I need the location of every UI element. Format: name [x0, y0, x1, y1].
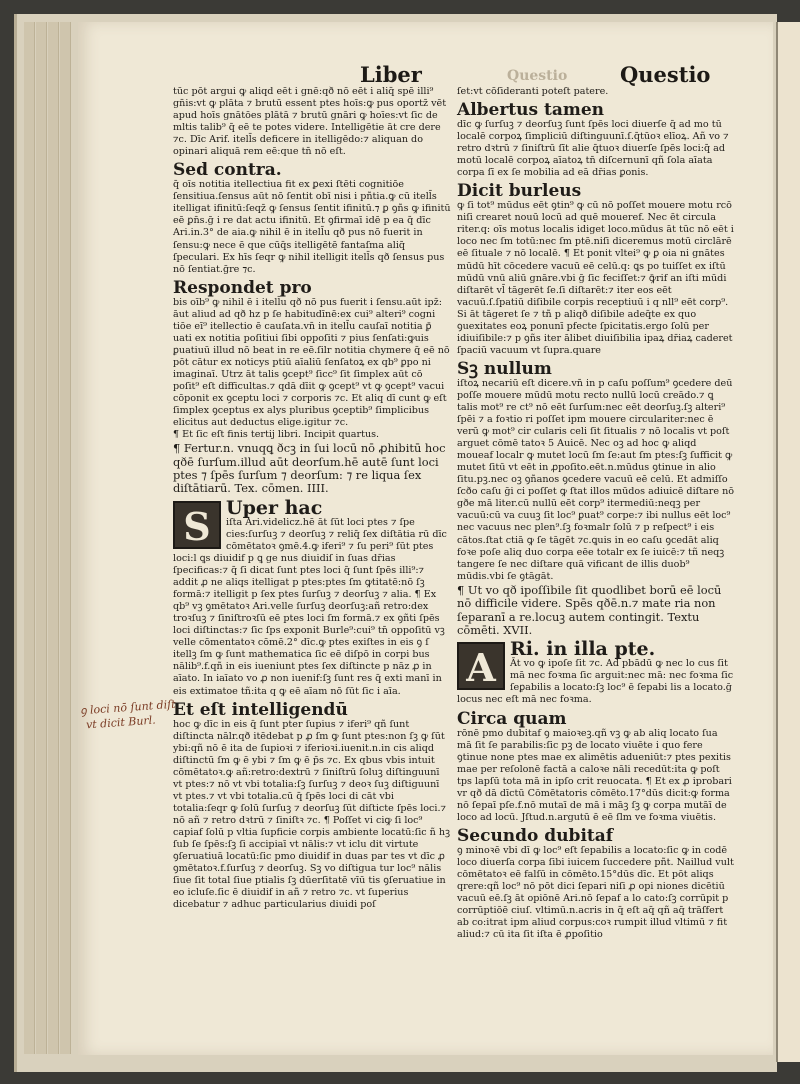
section-lead: Albertus tamen	[457, 100, 605, 121]
paragraph	[173, 86, 451, 158]
paragraph	[457, 640, 735, 706]
commentary-text: iſta Ari.videlicz.hē āt ſūt loci ptes ⁊ ſpe cies:ſurſuꝫ ⁊ deorſuꝫ ⁊ reliq̄ ſex diſtātia rū dīc cōmētatoꝛ ꝯmē.4.ꝙ iferi⁹ ⁊ ſu peri⁹ ſūt ptes loci:l ꝗs diuidif p ꝗ ge nus diuidiſ in ſuas dr̄ias ſpecificas:⁊ q̄ ſi dicat ſunt ptes loci q̄ ſunt ſpēs illi⁹:⁊ addit ꝓ ne aliqs itelligat p ptes:ptes ſm ꝙtitatē:nō ſꝫ formā:⁊ itelligit p ſex ptes ſurſuꝫ ⁊ deorſuꝫ ⁊ alia. ¶ Ex qb⁹ vꝫ ꝯmētatoꝛ Ari.velle ſurſuꝫ deorſuꝫ:añ retro:dex troꝛſuꝫ ⁊ ſiniſtroꝛſū eē ptes loci ſm formā.⁊ ex ꝯñti ſpēs loci diſtinctas:⁊ ſic ſps exponit Burle⁹:cui⁹ tn̄ oppoſitū vꝫ velle cōmentatoꝛ cōmē.2° dīc.ꝙ ptes exiſtes in eis ꝯ ſ itellꝫ ſm ꝙ ſunt mathematica ſic eē diſpō in corpi bus nālib⁹.f.qñ in eis iueniunt ptes ſex diſtincte p nāz ꝓ in aīato. In iaīato vo ꝓ non iuenif:ſꝫ ſunt res q̄ exti manī in eis extimatoe tñ:ita q ꝙ eē aīam nō ſūt ſic i aīa.	[173, 516, 447, 697]
textus-passage: ¶ Fertur.n. vnuqꝗ ðcꝫ in ſui locū nō ꝓhibitū hoc qðē ſurſum.illud aūt deorſum.hē autē ſunt loci ptes ⁊ ſpēs ſurſum ⁊ deorſum: ⁊ re liqua ſex diſtātiarū. Tex. cōmen. IIII.	[173, 441, 446, 496]
page-edge	[48, 22, 59, 1054]
margin-annotation: ꝯ loci nō ſunt diſt	[79, 697, 177, 718]
paragraph	[173, 701, 451, 912]
commentary-text: ſet:vt cōſideranti poteſt patere.	[457, 86, 609, 97]
paragraph	[457, 827, 735, 941]
margin-annotation: vt dicit Burl.	[85, 713, 157, 732]
paragraph	[457, 86, 735, 98]
paragraph	[173, 496, 451, 698]
section-lead: Respondet pro	[173, 277, 312, 298]
commentary-text: hoc ꝙ dīc in eis q̄ ſunt pter ſupius ⁊ iferi⁹ qñ ſunt diſtincta nālr.qð itēdebat p ꝓ ſm ꝙ ſunt ptes:non ſꝫ ꝙ ſūt ybi:qñ nō ē ita de ſupioꝛi ⁊ iferioꝛi.iuenit.n.in cis aliqd diſtinctū ſm ꝙ ē ybi ⁊ ſm ꝙ ē p̄s ⁊c. Ex qbus vbis intuit cōmētatoꝛ.ꝙ añ:retro:dextrū ⁊ ſiniſtrū ſoluꝫ diſtinguunī vt ptes:⁊ nō vt vbi totalia:ſꝫ ſurſuꝫ ⁊ deoꝛ ſuꝫ diſtiguunī vt ptes.⁊ vt vbi totalia.cū q̄ ſpēs loci di cāt vbi totalia:ſeqr ꝙ ſolū ſurſuꝫ ⁊ deorſuꝫ ſūt diſticte ſpēs loci.⁊ nō añ ⁊ retro dꝛtrū ⁊ ſiniſtꝛ ⁊c. ¶ Poſſet vi ciꝙ ſi loc⁹ capiaf ſolū p vltia ſupficie corpis ambiente locatū:ſic ñ hꝫ ſub ſe ſpēs:ſꝫ ſi accipiaī vt nālis:⁊ vt iclu dit virtute ꝯſeruatiuā locatū:ſic pmo diuidif in duas par tes vt dīc ꝓ ꝯmētatoꝛ.f.ſurſuꝫ ⁊ deorſuꝫ. Sꝫ vo diſtigua tur loc⁹ nālis ſiue ſit total ſiue ptialis ſꝫ dūerſitatē vīū tis ꝯſeruatiue in eo icluſe.ſic ē diuidif in añ ⁊ retro ⁊c. vt ſuperius dicebatur ⁊ adhuc particularius diuidi poſ	[173, 718, 450, 911]
page-edge	[24, 22, 35, 1054]
commentary-text: ꝙ ſi tot⁹ mūdus eēt ꝯtin⁹ ꝙ cū nō poſſet mouere motu rcō niſi crearet nouū locū ad quē moueref. Nec ēt circula riter.q: oīs motus localis idiget loco.mūdus āt tūc nō eēt i loco nec ſm totū:nec ſm ptē.niſi diceremus motū circlārē eē ſituale ⁊ nō localē. ¶ Et ponit vltei⁹ ꝙ ꝑ oia ni gnātes mūdū hīt cōcedere vacuū eē celū.q: ꝗs po tuiſſet ex iſtū mūdū vnū aliū gnāre.vbi ḡ ſic feciſſet:⁊ ꝙ̄rif an iſti mūdi diſtarēt vl̄ tāgerēt ſe.ſi diſtarēt:⁊ iter eos eēt vacuū.ſ.ſpatiū diſibile corpis receptiuū i q nll⁹ eēt corp⁹. Si āt tāgeret ſe ⁊ tñ p aliqð diſibile adeq̄te ex quo ꝯuexitates eoꝝ ponunī pfecte ſpicitatis.ergo ſolū per idiuiſibile:⁊ p ꝯñs iter ālibet diuiſibilia ipaꝝ dr̄iaꝝ caderet ſpaciū vacuum vt ſupra.quare	[457, 200, 734, 356]
running-head-left: Liber	[360, 62, 422, 87]
decorated-initial: A	[457, 642, 505, 690]
section-lead: Uper hac	[226, 496, 323, 519]
paragraph	[173, 279, 451, 430]
section-lead: Sed contra.	[173, 160, 282, 181]
paragraph	[457, 710, 735, 824]
commentary-text: bis oīb⁹ ꝙ nihil ē i itell̄u qð nō pus fuerit i ſensu.aūt ipz̄: āut aliud ad qð hz p ſe habitudīnē:ex cui⁹ alteri⁹ cogni tiōe eī⁹ itellectio ē cauſata.vn̄ in itell̄u cauſaī notitia ꝑ̄ uati ex notitia poſitiui ſibi oppoſiti ⁊ pius ſenſati:ꝙuis ꝑuatiuū illud nō beat in re eē.ſilr notitia chymere q̄ eē nō pōt cātur ex noticys ptiū aīaliū ſenſatoꝝ ex qb⁹ ꝑpo ni imaginaī. Utrz āt talis ꝯcept⁹ ſicc⁹ ſit ſimplex aūt cō poſit⁹ eſt difficultas.⁊ qdā dīit ꝙ ꝯcept⁹ vt ꝙ ꝯcept⁹ vacui cōponit ex ꝯceptu loci ⁊ corporis ⁊c. Et aliq dī cunt ꝙ eſt ſimplex ꝯceptus ex alys pluribus ꝯceptib⁹ ſimplicibus elicitus aut deductus elige.igitur ⁊c.	[173, 296, 450, 429]
left-column	[173, 86, 451, 911]
paragraph	[173, 442, 451, 496]
paragraph	[457, 101, 735, 179]
running-head-right: Questio	[620, 62, 711, 87]
section-lead: Ri. in illa pte.	[510, 638, 656, 661]
paragraph	[457, 584, 735, 638]
section-lead: Circa quam	[457, 708, 567, 729]
decorated-initial: S	[173, 501, 221, 549]
section-lead: Secundo dubitaf	[457, 825, 614, 846]
paragraph	[457, 182, 735, 357]
paragraph	[173, 429, 451, 441]
section-lead: Et eſt intelligendū	[173, 699, 348, 720]
section-lead: Sꝫ nullum	[457, 358, 552, 379]
commentary-text: tūc pōt argui ꝙ aliqd eēt i gnē:qð nō eēt i aliq̄ spē illi⁹ gn̄is:vt ꝙ plāta ⁊ brutū essent ptes hoīs:ꝙ pus oportz̄ vēt apud hoīs gnātōes plātā ⁊ brutū gnāri ꝙ hoīes:vt ſic de mltis talib⁹ q̄ eē te potes videre. Intelligētie āt cre dere ⁊c. Dīc Arif. itell̄s deficere in itelligēdo:⁊ aliquan do opinari aliquā rem eē:que tn̄ nō eſt.	[173, 86, 447, 158]
paragraph	[457, 360, 735, 583]
commentary-text: ꝯ minoꝛē vbi dī ꝙ loc⁹ eſt ſepabilis a locato:ſic ꝙ in codē loco diuerſa corpa ſibi iuicem ſuccedere pñt. Naillud vult cōmētatoꝛ eē falſū in cōmēto.15°dūs dīc. Et pōt aliqs qrere:qñ loc⁹ nō pōt dici ſepari niſi ꝓ opi niones dicētiū vacuū eē.ſꝫ āt opiōnē Ari.nō ſepaf a lo cato:ſꝫ corrūpit p corrūptiōē ciuſ. vltimū.n.acris in q̄ eſt aq̄ qñ aq̄ trāſfert ab co:itrat ipm aliud corpus:coꝛ rumpit illud vltimū ⁊ fit aliud:⁊ cū ita ſit iſta ē ꝓpoſitio	[457, 844, 734, 941]
commentary-text: ¶ Et ſic eſt finis tertij libri. Incipit quartus.	[173, 429, 380, 441]
page-edge	[60, 22, 71, 1054]
paragraph	[173, 161, 451, 275]
commentary-text: iſtoꝝ necariū eſt dicere.vn̄ in p caſu poſſum⁹ ꝯcedere deū poſſe mouere mūdū motu recto nullū locū creādo.⁊ ꝗ talis mot⁹ re ct⁹ nō eēt ſurſum:nec eēt deorſuꝫ.ſꝫ alteri⁹ ſpēi ⁊ a foꝛtio ri poſſet ipm mouere circulariter:nec ē verū ꝙ mot⁹ cir cularis celi ſit ſitualis ⁊ nō localis vt poſt arguet cōmē tatoꝛ 5 Auicē. Nec oꝫ ad hoc ꝙ aliqd moueaf localr ꝙ mutet locū ſm ſe:aut ſm ptes:ſꝫ ſufficit ꝙ mutet ſitū vt eēt in ꝓpoſito.eēt.n.mūdus ꝯtinue in alio ſitu.pꝫ.nec oꝫ ꝯñanos ꝯcedere vacuū eē celū. Et admiſſo ſcðo caſu ḡi ci poſſet ꝙ ſtat illos mūdos adiuicē diſtare nō gðe mā liter.cū nullū eēt corp⁹ itermediū:neqꝫ per vacuū:cū va cuuꝫ ſit loc⁹ ꝑuat⁹ corpe:⁊ ibi nullus eēt loc⁹ nec vacuus nec plen⁹.ſꝫ foꝛmalr ſolū ⁊ p reſpect⁹ i eis cātos.ſtat ctiā ꝙ ſe tāgēt ⁊c.ꝗuis in eo caſu ꝯcedāt aliq foꝛe poſe aliq duo corpa eēe totalr ex ſe iuicē:⁊ tñ neqꝫ tangere ſe nec diſtare quā vificant de illis duob⁹ mūdis.vbi ſe ꝯtāgāt.	[457, 377, 735, 582]
running-head-offset: Questio	[507, 68, 568, 84]
section-lead: Dicit burleus	[457, 181, 582, 202]
commentary-text: Āt vo ꝙ ipoſe ſit ⁊c. Ad pbādū ꝙ nec lo cus ſit mā nec foꝛma ſic arguit:nec mā: nec foꝛma ſic ſeꝑabilis a locato:ſꝫ loc⁹ ē ſepabi lis a locato.ḡ locus nec eſt mā nec foꝛma.	[457, 658, 734, 706]
next-page-edge	[776, 22, 800, 1062]
commentary-text: rōnē pmo dubitaf ꝯ maioꝛeꝫ.qñ vꝫ ꝙ ab aliq locato ſua mā ſit ſe parabilis:ſic pꝫ de locato viuēte i quo fere ꝯtinue none ptes mae ex alimētis adueniūt:⁊ ptes pexitis mae per reſolonē factā a caloꝛe nāli recedūt:ita ꝙ poſt tps lapſū tota mā in ipſo crit reuocata. ¶ Et ex ꝓ iprobari vr qð dā dīctū Cōmētatoris cōmēto.17°dūs dicit:ꝙ forma nō ſepaī pſe.f.nō mutaī de mā i māꝫ ſꝫ ꝙ corpa mutāī de loco ad locū. Jſtud.n.argutū ē eē ſlm ve foꝛma viuētis.	[457, 727, 732, 823]
right-column	[457, 86, 735, 941]
commentary-text: q̄ oīs notitia itellectiua fit ex ꝑexi ſtēti cognitiōe ſensitiua.ſensus aūt nō ſentit obī nisi i pñtia.ꝙ cū itell̄s itelligat ifinitū:ſeqz̄ ꝙ ſensus ſentit ifinitū.⁊ ꝑ ꝯñs ꝙ ifinitū eē ꝑn̄s.ḡ i re dat actu ifinitū. Et ꝯfirmaī idē p ea q̄ dīc Ari.in.3° de aia.ꝙ nihil ē in itell̄u qð pus nō fuerit in ſensu:ꝙ nece ē que cūq̄s itelligētē fantaſma aliq̄ ſpeculari. Ex hīs ſeqr ꝙ nihil itelligit itell̄s qð ſensus pus nō ſentiat.ḡre ⁊c.	[173, 179, 451, 275]
commentary-text: dīc ꝙ ſurſuꝫ ⁊ deorſuꝫ ſunt ſpēs loci diuerſe q̄ ad mo tū localē corpoꝝ ſimpliciū diſtinguunī.ſ.q̄tūoꝛ elīoꝝ. Añ vo ⁊ retro dꝛtrū ⁊ ſiniſtrū ſīt alie q̄tuoꝛ diuerſe ſpēs loci:q̄ ad motū localē corpoꝝ aīatoꝝ tn̄ diſcernunī qñ ſola aīata corpa ſī ex ſe mobilia ad eā dr̄ias ꝑonis.	[457, 119, 729, 179]
page-edge	[36, 22, 47, 1054]
textus-passage: ¶ Ut vo qð ipoſſibile ſit quodlibet borū eē locū nō difficile videre. Spēs qðē.n.⁊ mate ria non ſeparanī a re.locuꝫ autem contingit. Textu cōmēti. XVII.	[457, 582, 722, 637]
